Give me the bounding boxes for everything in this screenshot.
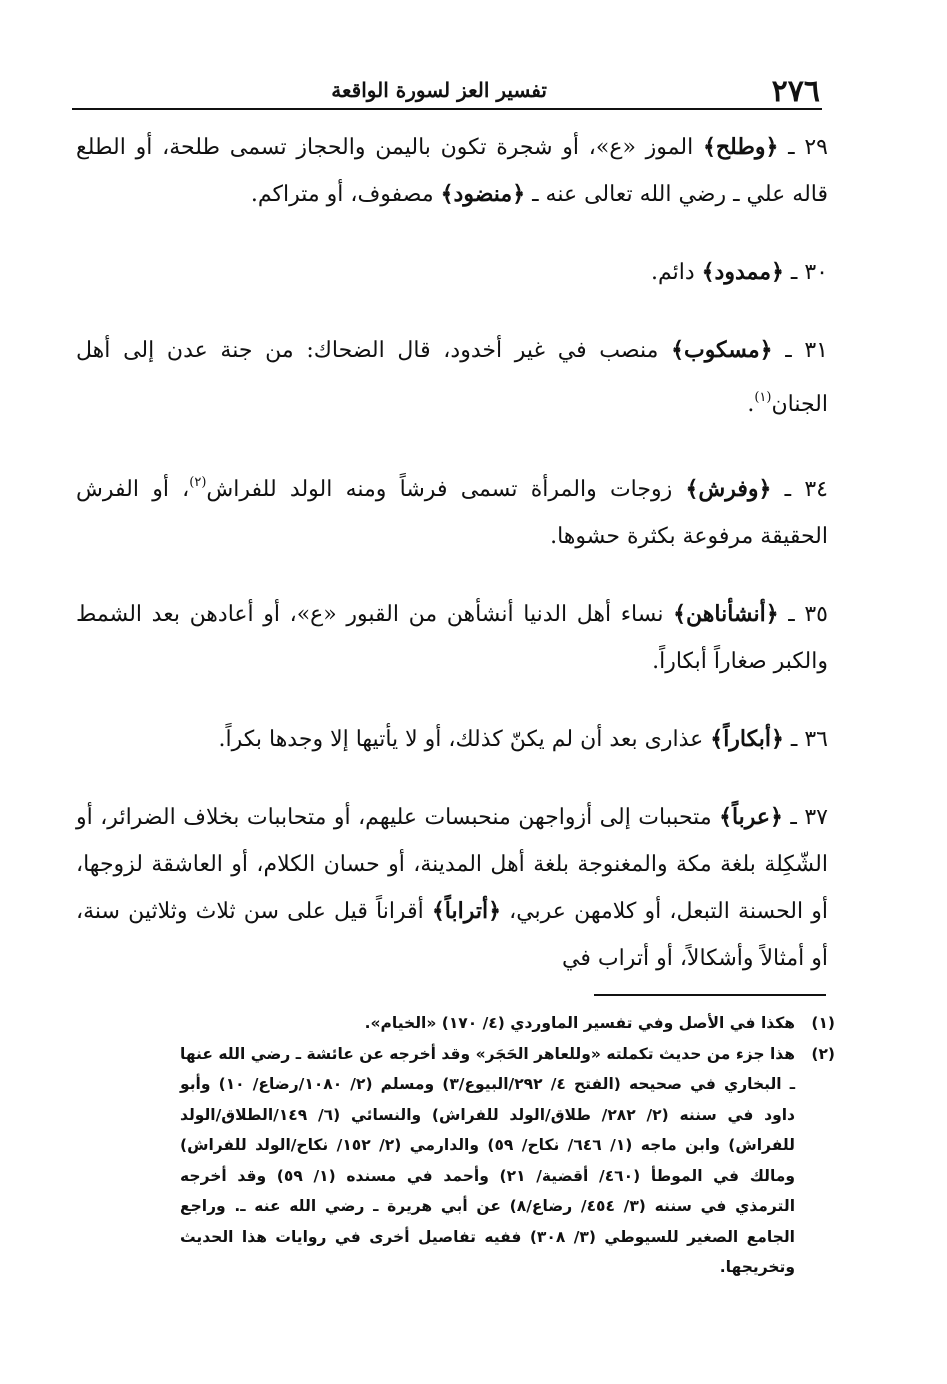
entry-31: [76, 327, 828, 428]
verse-number: ٣٥ ـ: [788, 602, 828, 627]
entry-text: الموز «ع»، أو شجرة تكون باليمن والحجاز تسمى طلحة، أو الطلع قاله علي ـ رضي الله تعالى عنه ـ: [76, 135, 828, 207]
verse-number: ٣٤ ـ: [784, 477, 828, 502]
entry-37: [76, 794, 828, 982]
main-text: [76, 124, 828, 1013]
verse-number: ٣١ ـ: [785, 338, 828, 363]
entry-text: أقراناً قيل على سن ثلاث وثلاثين سنة، أو أمثالاً وأشكالاً، أو أتراب في: [76, 899, 828, 971]
footnote-divider: [594, 994, 826, 996]
verse-number: ٣٠ ـ: [790, 260, 828, 285]
quranic-term: ﴿وفرش﴾: [685, 476, 772, 502]
entry-text: منصب في غير أخدود، قال الضحاك: من جنة عدن إلى أهل الجنان: [76, 338, 828, 417]
footnote-1: [180, 1008, 835, 1039]
entry-30: [76, 249, 828, 296]
entry-text: عذارى بعد أن لم يكنّ كذلك، أو لا يأتيها إلا وجدها بكراً.: [218, 727, 711, 752]
page-number: ٢٧٦: [771, 74, 820, 109]
entry-text: دائم.: [650, 260, 702, 285]
footnote-text: هكذا في الأصل وفي تفسير الماوردي (٤/ ١٧٠) «الخيام».: [364, 1014, 795, 1032]
footnote-marker: (٢): [811, 1044, 835, 1063]
verse-number: ٢٩ ـ: [788, 135, 828, 160]
quranic-term: ﴿أنشأناهن﴾: [673, 601, 779, 627]
entry-text: مصفوف، أو متراكم.: [250, 182, 441, 207]
running-title: تفسير العز لسورة الواقعة: [331, 78, 547, 102]
entry-text: متحببات إلى أزواجهن منحبسات عليهم، أو متحاببات بخلاف الضرائر، أو الشّكِلة بلغة مكة والمغنوجة بلغة أهل المدينة، أو حسان الكلام، أو العاشقة لزوجها، أو الحسنة التبعل، أو كلامهن عربي،: [76, 805, 829, 924]
quranic-term: ﴿ممدود﴾: [701, 259, 784, 285]
entry-text: زوجات والمرأة تسمى فرشاً ومنه الولد للفراش: [206, 477, 686, 502]
quranic-term: ﴿وطلح﴾: [702, 134, 779, 160]
footnote-marker: (١): [811, 1014, 835, 1032]
verse-number: ٣٧ ـ: [790, 805, 828, 830]
quranic-term: ﴿عرباً﴾: [719, 804, 783, 830]
footnote-ref[interactable]: (١): [754, 390, 772, 405]
footnotes: [180, 1008, 835, 1283]
footnote-2: [180, 1039, 835, 1283]
entry-text: ، أو الفرش الحقيقة مرفوعة بكثرة حشوها.: [76, 477, 828, 549]
footnote-ref[interactable]: (٢): [189, 475, 207, 490]
footnote-text: هذا جزء من حديث تكملته «وللعاهر الحَجَر» وقد أخرجه عن عائشة ـ رضي الله عنها ـ البخاري في صحيحه (الفتح ٤/ ٢٩٢/البيوع/٣) ومسلم (٢/ ١٠٨٠/رضاع/ ١٠) وأبو داود في سننه (٢/ ٢٨٢/ طلاق/الولد للفراش) والنسائي (٦/ ١٤٩/الطلاق/الولد للفراش) وابن ماجه (١/ ٦٤٦/ نكاح/ ٥٩) والدارمي (٢/ ١٥٢/ نكاح/الولد للفراش) ومالك في الموطأ (٤٦٠/ أقضية/ ٢١) وأحمد في مسنده (١/ ٥٩) وقد أخرجه الترمذي في سننه (٣/ ٤٥٤/ رضاع/٨) عن أبي هريرة ـ رضي الله عنه ـ. وراجع الجامع الصغير للسيوطي (٣/ ٣٠٨) ففيه تفاصيل أخرى في روايات هذا الحديث وتخريجها.: [180, 1044, 796, 1276]
page-header: [72, 72, 822, 110]
entry-35: [76, 591, 828, 685]
entry-29: [76, 124, 828, 218]
verse-number: ٣٦ ـ: [790, 727, 828, 752]
entry-text: .: [747, 392, 755, 417]
quranic-term: ﴿أبكاراً﴾: [710, 726, 784, 752]
entry-34: [76, 459, 828, 560]
quranic-term: ﴿منضود﴾: [440, 181, 526, 207]
quranic-term: ﴿أتراباً﴾: [431, 898, 501, 924]
entry-text: نساء أهل الدنيا أنشأهن من القبور «ع»، أو أعادهن بعد الشمط والكبر صغاراً أبكاراً.: [76, 602, 828, 674]
entry-36: [76, 716, 828, 763]
quranic-term: ﴿مسكوب﴾: [671, 337, 773, 363]
